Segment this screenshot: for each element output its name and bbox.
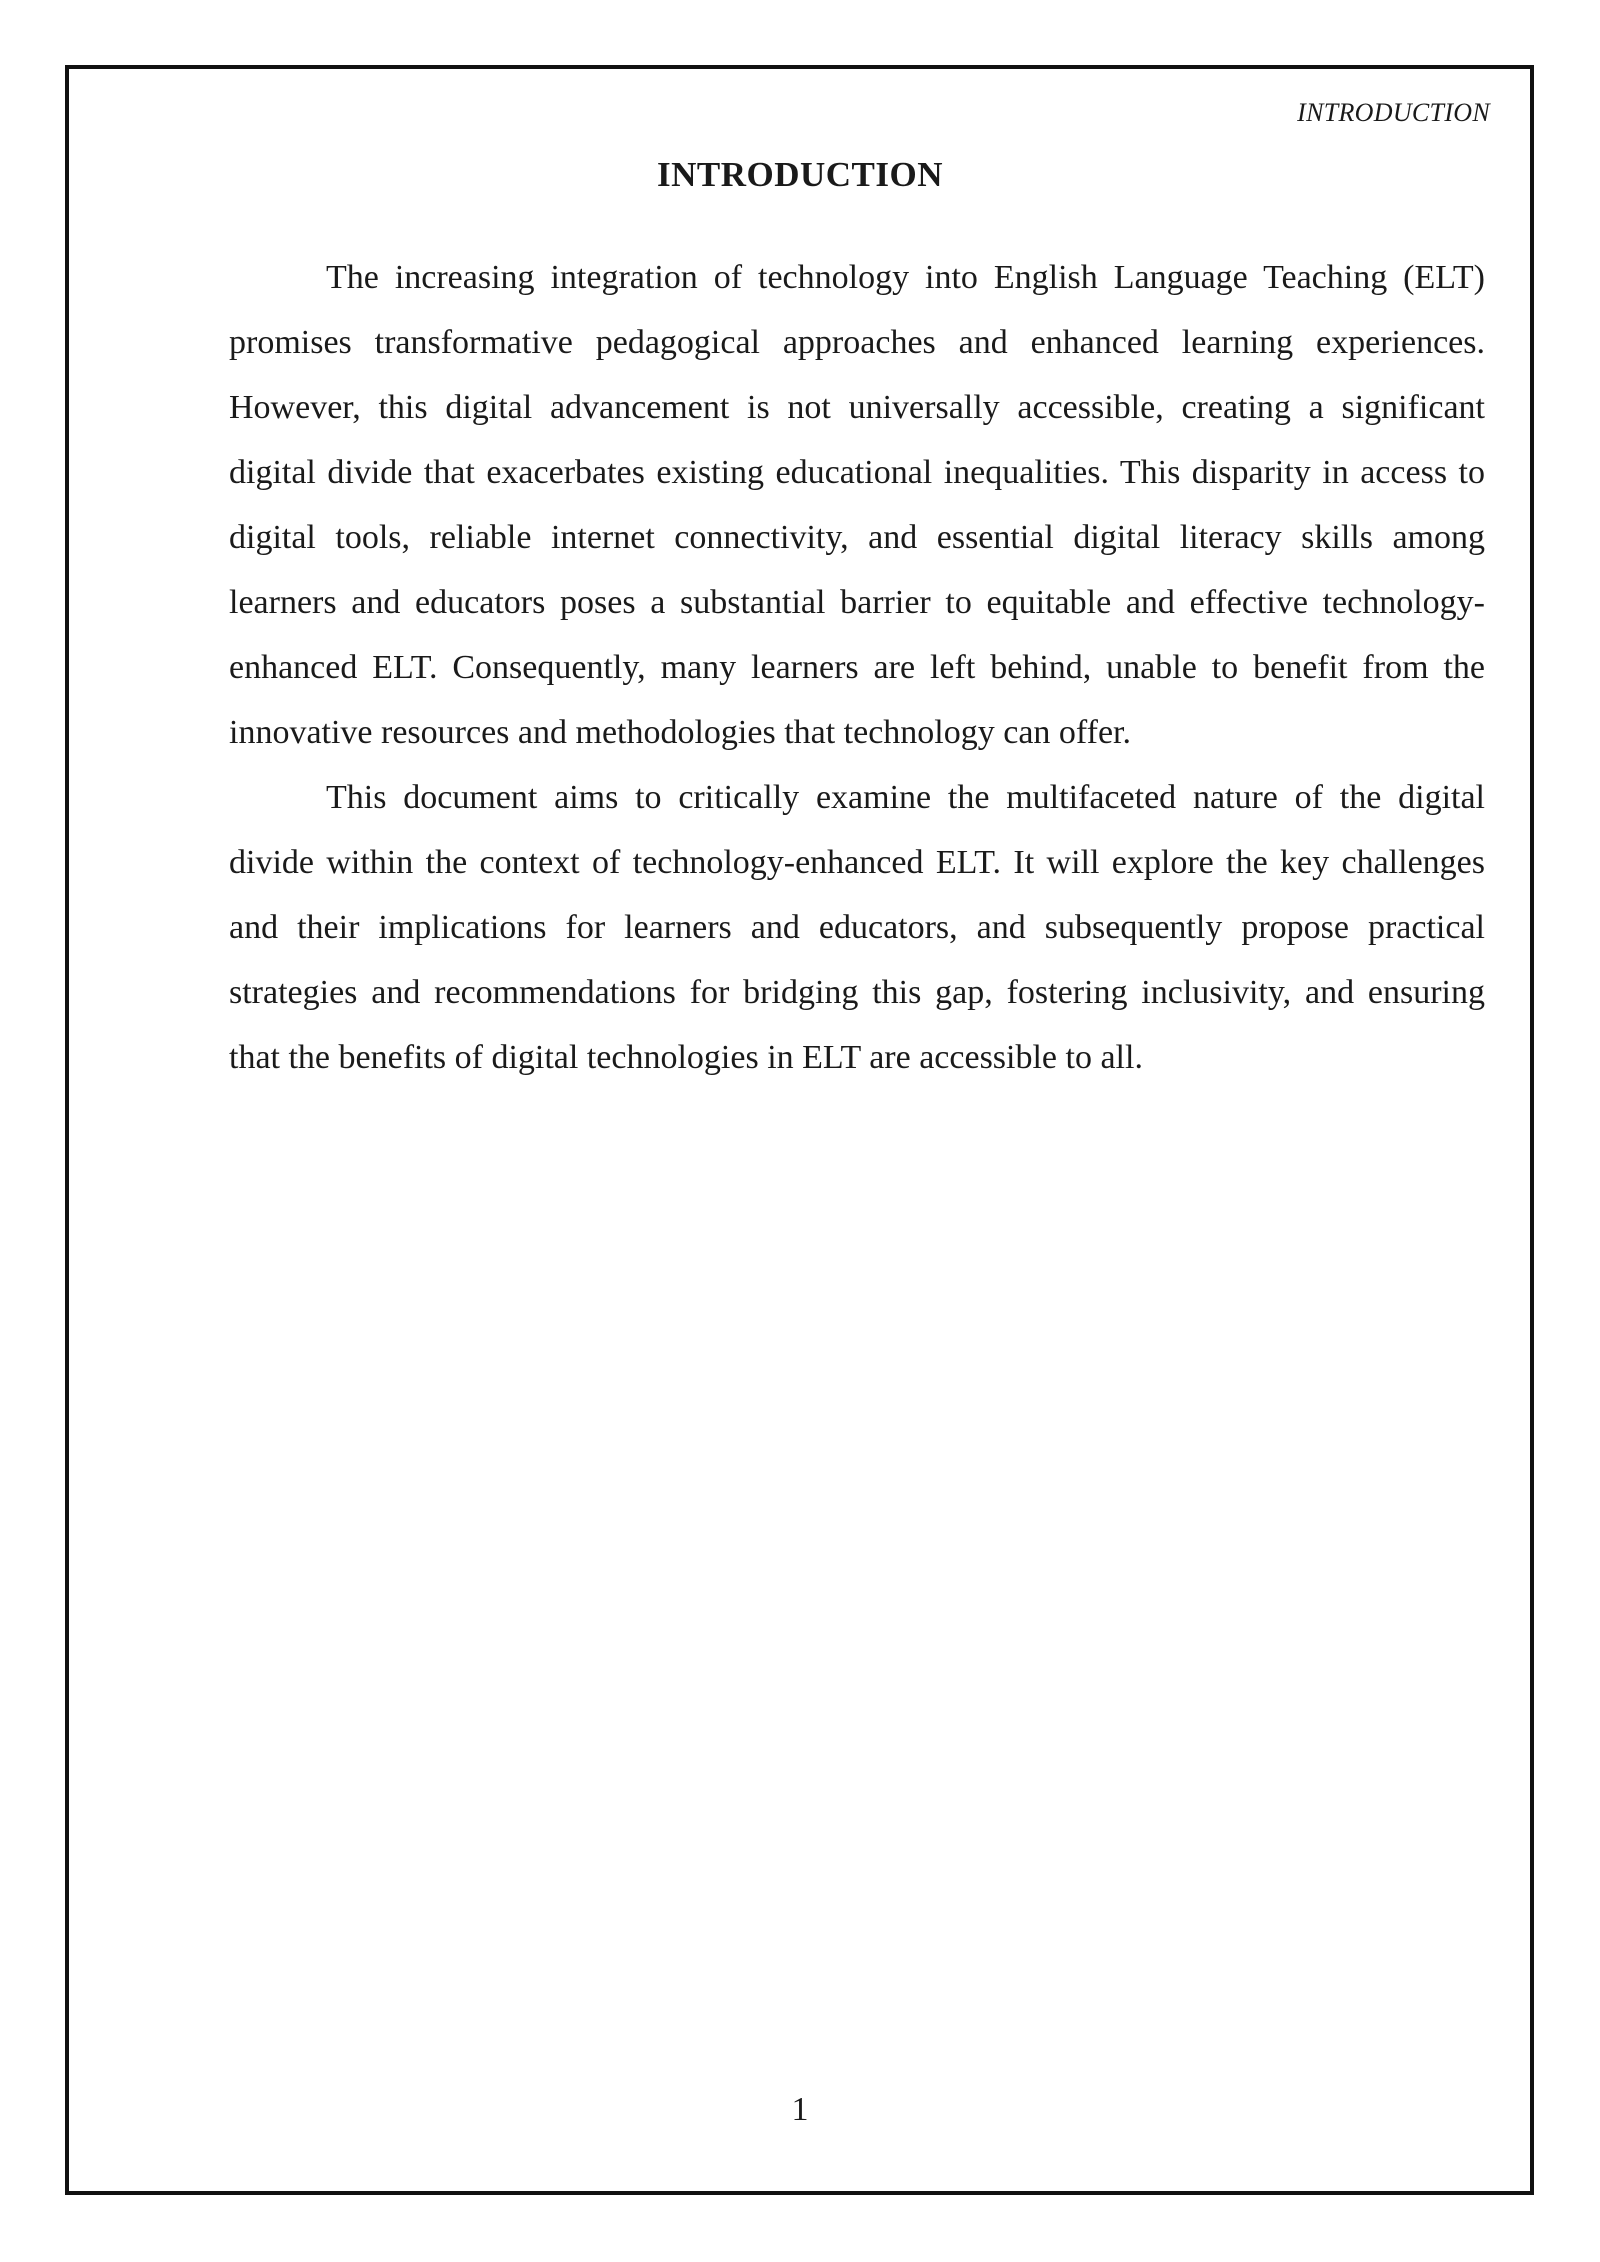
paragraph-1: The increasing integration of technology into English Language Teaching (ELT) promises transformative pedagogical approaches and enhanced learning experiences. However, this digital advancement is not universally accessible, creating a significant digital divide that exacerbates existing educational inequalities. This disparity in access to digital tools, reliable internet connectivity, and essential digital literacy skills among learners and educators poses a substantial barrier to equitable and effective technology-enhanced ELT. Consequently, many learners are left behind, unable to benefit from the innovative resources and methodologies that technology can offer.	[229, 259, 1485, 751]
paragraph-2: This document aims to critically examine the multifaceted nature of the digital divide within the context of technology-enhanced ELT. It will explore the key challenges and their implications for learners and educators, and subsequently propose practical strategies and recommendations for bridging this gap, fostering inclusivity, and ensuring that the benefits of digital technologies in ELT are accessible to all.	[229, 779, 1485, 1076]
page-number: 1	[791, 2091, 809, 2128]
running-header: INTRODUCTION	[1297, 98, 1490, 127]
page-title: INTRODUCTION	[656, 155, 944, 194]
body-text	[229, 245, 1485, 1090]
